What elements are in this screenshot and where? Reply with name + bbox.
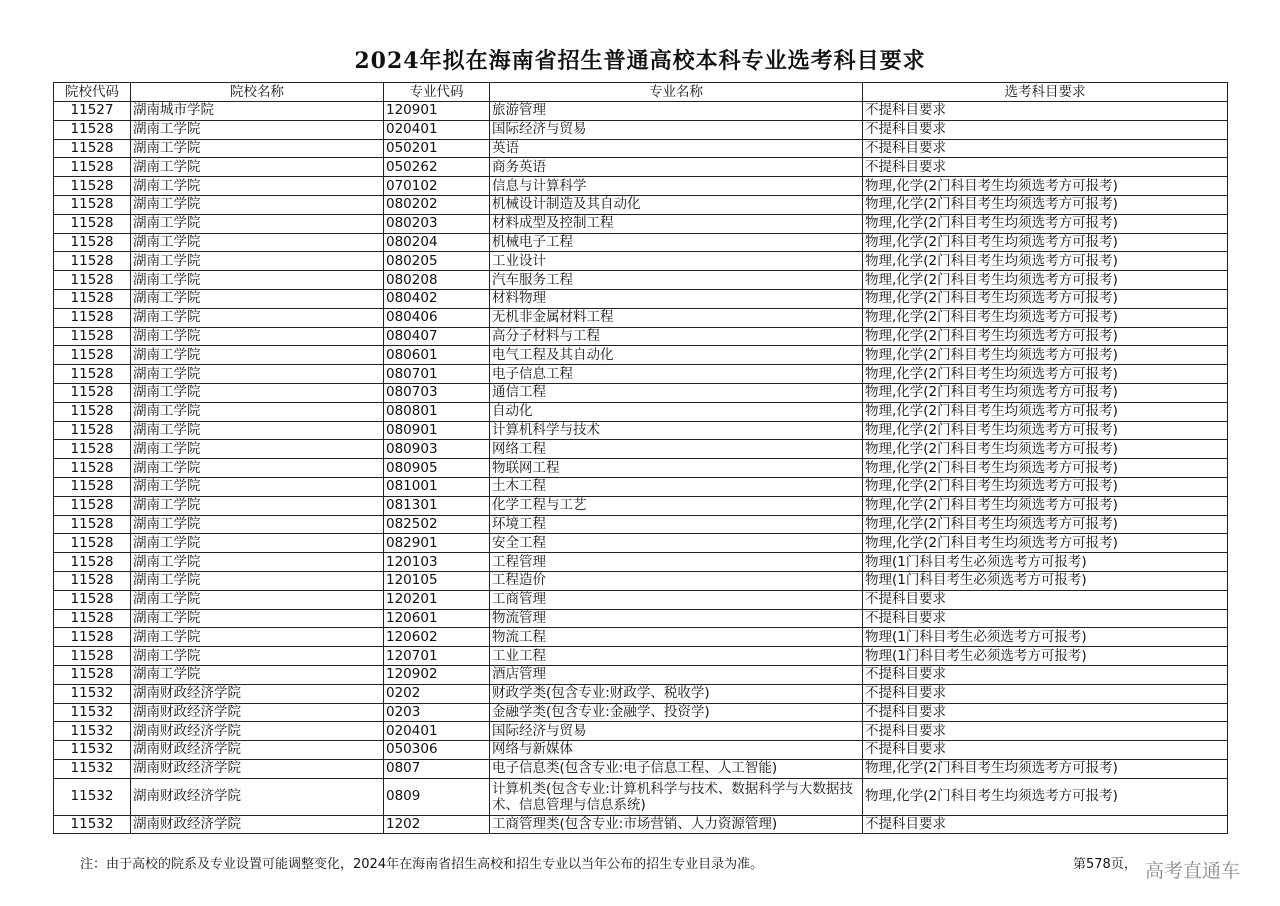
- major-code-cell: 080208: [384, 271, 490, 290]
- subject-requirement-cell: 物理,化学(2门科目考生均须选考方可报考): [863, 252, 1228, 271]
- major-name-cell: 信息与计算科学: [490, 177, 863, 196]
- major-name-cell: 物流工程: [490, 628, 863, 647]
- major-code-cell: 050201: [384, 139, 490, 158]
- subject-requirement-cell: 物理,化学(2门科目考生均须选考方可报考): [863, 308, 1228, 327]
- school-name-cell: 湖南工学院: [131, 440, 384, 459]
- subject-requirement-cell: 物理,化学(2门科目考生均须选考方可报考): [863, 402, 1228, 421]
- table-row: [54, 327, 1228, 346]
- major-name-cell: 工程管理: [490, 553, 863, 572]
- school-name-cell: 湖南工学院: [131, 139, 384, 158]
- page-number: 第578页，: [1073, 857, 1137, 872]
- major-code-cell: 080801: [384, 402, 490, 421]
- major-name-cell: 国际经济与贸易: [490, 120, 863, 139]
- school-code-cell: 11528: [54, 158, 131, 177]
- school-name-cell: 湖南工学院: [131, 402, 384, 421]
- subject-requirement-cell: 物理,化学(2门科目考生均须选考方可报考): [863, 440, 1228, 459]
- school-code-cell: 11528: [54, 421, 131, 440]
- major-name-cell: 旅游管理: [490, 102, 863, 121]
- major-code-cell: 081301: [384, 496, 490, 515]
- school-code-cell: 11528: [54, 459, 131, 478]
- major-code-cell: 120601: [384, 609, 490, 628]
- school-code-cell: 11528: [54, 252, 131, 271]
- table-row: [54, 289, 1228, 308]
- school-code-cell: 11528: [54, 308, 131, 327]
- table-row: [54, 233, 1228, 252]
- major-name-cell: 机械设计制造及其自动化: [490, 195, 863, 214]
- school-code-cell: 11532: [54, 778, 131, 815]
- subject-requirement-cell: 物理,化学(2门科目考生均须选考方可报考): [863, 177, 1228, 196]
- school-name-cell: 湖南财政经济学院: [131, 778, 384, 815]
- table-row: [54, 421, 1228, 440]
- school-name-cell: 湖南财政经济学院: [131, 703, 384, 722]
- major-code-cell: 120902: [384, 665, 490, 684]
- subject-requirement-cell: 不提科目要求: [863, 684, 1228, 703]
- major-code-cell: 080205: [384, 252, 490, 271]
- major-code-cell: 120701: [384, 647, 490, 666]
- major-code-cell: 080903: [384, 440, 490, 459]
- major-code-cell: 080204: [384, 233, 490, 252]
- subject-requirement-cell: 物理,化学(2门科目考生均须选考方可报考): [863, 534, 1228, 553]
- footnote: 注：由于高校的院系及专业设置可能调整变化，2024年在海南省招生高校和招生专业以当年公布的招生专业目录为准。: [80, 857, 764, 872]
- major-name-cell: 无机非金属材料工程: [490, 308, 863, 327]
- school-name-cell: 湖南工学院: [131, 233, 384, 252]
- subject-requirement-cell: 物理,化学(2门科目考生均须选考方可报考): [863, 515, 1228, 534]
- major-name-cell: 化学工程与工艺: [490, 496, 863, 515]
- school-name-cell: 湖南工学院: [131, 496, 384, 515]
- school-code-cell: 11528: [54, 365, 131, 384]
- major-name-cell: 电气工程及其自动化: [490, 346, 863, 365]
- school-name-cell: 湖南工学院: [131, 346, 384, 365]
- header-school-code: 院校代码: [54, 83, 131, 102]
- table-row: [54, 139, 1228, 158]
- major-name-cell: 高分子材料与工程: [490, 327, 863, 346]
- school-code-cell: 11528: [54, 440, 131, 459]
- major-name-cell: 材料物理: [490, 289, 863, 308]
- major-code-cell: 0809: [384, 778, 490, 815]
- subject-requirement-cell: 不提科目要求: [863, 722, 1228, 741]
- major-code-cell: 020401: [384, 120, 490, 139]
- table-row: [54, 440, 1228, 459]
- school-code-cell: 11528: [54, 647, 131, 666]
- table-header-row: [54, 83, 1228, 102]
- subject-requirement-cell: 物理,化学(2门科目考生均须选考方可报考): [863, 327, 1228, 346]
- major-code-cell: 120602: [384, 628, 490, 647]
- subject-requirement-cell: 物理(1门科目考生必须选考方可报考): [863, 628, 1228, 647]
- major-code-cell: 080601: [384, 346, 490, 365]
- subject-requirement-cell: 不提科目要求: [863, 609, 1228, 628]
- school-name-cell: 湖南工学院: [131, 158, 384, 177]
- school-name-cell: 湖南工学院: [131, 271, 384, 290]
- major-code-cell: 081001: [384, 477, 490, 496]
- school-code-cell: 11532: [54, 703, 131, 722]
- major-code-cell: 120103: [384, 553, 490, 572]
- school-code-cell: 11528: [54, 195, 131, 214]
- major-name-cell: 材料成型及控制工程: [490, 214, 863, 233]
- table-row: [54, 402, 1228, 421]
- major-name-cell: 环境工程: [490, 515, 863, 534]
- table-row: [54, 102, 1228, 121]
- school-code-cell: 11528: [54, 177, 131, 196]
- major-name-cell: 国际经济与贸易: [490, 722, 863, 741]
- major-name-cell: 工业设计: [490, 252, 863, 271]
- major-name-cell: 计算机类(包含专业:计算机科学与技术、数据科学与大数据技术、信息管理与信息系统): [490, 778, 863, 815]
- school-name-cell: 湖南财政经济学院: [131, 759, 384, 778]
- subject-requirement-cell: 物理,化学(2门科目考生均须选考方可报考): [863, 271, 1228, 290]
- school-name-cell: 湖南工学院: [131, 252, 384, 271]
- major-name-cell: 工商管理类(包含专业:市场营销、人力资源管理): [490, 815, 863, 834]
- school-code-cell: 11528: [54, 496, 131, 515]
- school-name-cell: 湖南财政经济学院: [131, 815, 384, 834]
- major-code-cell: 0203: [384, 703, 490, 722]
- school-name-cell: 湖南工学院: [131, 628, 384, 647]
- requirements-table: [53, 82, 1228, 834]
- table-row: [54, 815, 1228, 834]
- watermark: 高考直通车: [1145, 860, 1241, 882]
- subject-requirement-cell: 不提科目要求: [863, 120, 1228, 139]
- major-code-cell: 050262: [384, 158, 490, 177]
- table-row: [54, 383, 1228, 402]
- school-name-cell: 湖南财政经济学院: [131, 684, 384, 703]
- major-code-cell: 0202: [384, 684, 490, 703]
- table-row: [54, 590, 1228, 609]
- major-name-cell: 工程造价: [490, 571, 863, 590]
- major-name-cell: 机械电子工程: [490, 233, 863, 252]
- major-code-cell: 0807: [384, 759, 490, 778]
- major-name-cell: 计算机科学与技术: [490, 421, 863, 440]
- school-code-cell: 11528: [54, 327, 131, 346]
- table-row: [54, 534, 1228, 553]
- major-name-cell: 英语: [490, 139, 863, 158]
- school-name-cell: 湖南工学院: [131, 365, 384, 384]
- table-row: [54, 195, 1228, 214]
- school-code-cell: 11527: [54, 102, 131, 121]
- subject-requirement-cell: 物理,化学(2门科目考生均须选考方可报考): [863, 383, 1228, 402]
- major-code-cell: 120201: [384, 590, 490, 609]
- table-row: [54, 628, 1228, 647]
- header-major-code: 专业代码: [384, 83, 490, 102]
- table-row: [54, 665, 1228, 684]
- subject-requirement-cell: 不提科目要求: [863, 139, 1228, 158]
- major-name-cell: 土木工程: [490, 477, 863, 496]
- major-code-cell: 080407: [384, 327, 490, 346]
- table-body: [54, 102, 1228, 834]
- major-name-cell: 电子信息工程: [490, 365, 863, 384]
- major-code-cell: 082901: [384, 534, 490, 553]
- school-name-cell: 湖南工学院: [131, 289, 384, 308]
- major-code-cell: 080905: [384, 459, 490, 478]
- subject-requirement-cell: 不提科目要求: [863, 741, 1228, 760]
- subject-requirement-cell: 物理,化学(2门科目考生均须选考方可报考): [863, 365, 1228, 384]
- school-code-cell: 11528: [54, 383, 131, 402]
- major-name-cell: 电子信息类(包含专业:电子信息工程、人工智能): [490, 759, 863, 778]
- subject-requirement-cell: 物理,化学(2门科目考生均须选考方可报考): [863, 759, 1228, 778]
- major-name-cell: 物联网工程: [490, 459, 863, 478]
- table-row: [54, 459, 1228, 478]
- subject-requirement-cell: 物理,化学(2门科目考生均须选考方可报考): [863, 214, 1228, 233]
- school-name-cell: 湖南财政经济学院: [131, 722, 384, 741]
- major-code-cell: 1202: [384, 815, 490, 834]
- page-title: 2024年拟在海南省招生普通高校本科专业选考科目要求: [354, 48, 926, 74]
- table-row: [54, 609, 1228, 628]
- subject-requirement-cell: 物理,化学(2门科目考生均须选考方可报考): [863, 496, 1228, 515]
- school-code-cell: 11532: [54, 684, 131, 703]
- table-row: [54, 177, 1228, 196]
- major-code-cell: 080703: [384, 383, 490, 402]
- school-name-cell: 湖南城市学院: [131, 102, 384, 121]
- subject-requirement-cell: 物理,化学(2门科目考生均须选考方可报考): [863, 477, 1228, 496]
- school-name-cell: 湖南工学院: [131, 459, 384, 478]
- table-row: [54, 214, 1228, 233]
- subject-requirement-cell: 物理(1门科目考生必须选考方可报考): [863, 553, 1228, 572]
- header-major-name: 专业名称: [490, 83, 863, 102]
- school-name-cell: 湖南工学院: [131, 214, 384, 233]
- subject-requirement-cell: 不提科目要求: [863, 102, 1228, 121]
- school-code-cell: 11528: [54, 553, 131, 572]
- table-row: [54, 703, 1228, 722]
- school-code-cell: 11528: [54, 120, 131, 139]
- school-code-cell: 11532: [54, 759, 131, 778]
- major-name-cell: 工商管理: [490, 590, 863, 609]
- major-code-cell: 050306: [384, 741, 490, 760]
- major-code-cell: 020401: [384, 722, 490, 741]
- major-code-cell: 080901: [384, 421, 490, 440]
- table-row: [54, 271, 1228, 290]
- subject-requirement-cell: 不提科目要求: [863, 590, 1228, 609]
- school-name-cell: 湖南工学院: [131, 308, 384, 327]
- major-name-cell: 安全工程: [490, 534, 863, 553]
- major-name-cell: 汽车服务工程: [490, 271, 863, 290]
- school-name-cell: 湖南工学院: [131, 571, 384, 590]
- school-code-cell: 11528: [54, 534, 131, 553]
- table-row: [54, 741, 1228, 760]
- school-code-cell: 11532: [54, 722, 131, 741]
- table-row: [54, 571, 1228, 590]
- school-name-cell: 湖南工学院: [131, 515, 384, 534]
- school-name-cell: 湖南工学院: [131, 553, 384, 572]
- table-row: [54, 778, 1228, 815]
- subject-requirement-cell: 物理,化学(2门科目考生均须选考方可报考): [863, 195, 1228, 214]
- major-name-cell: 通信工程: [490, 383, 863, 402]
- school-code-cell: 11528: [54, 609, 131, 628]
- school-code-cell: 11528: [54, 665, 131, 684]
- school-name-cell: 湖南工学院: [131, 477, 384, 496]
- school-code-cell: 11528: [54, 271, 131, 290]
- subject-requirement-cell: 物理,化学(2门科目考生均须选考方可报考): [863, 289, 1228, 308]
- table-row: [54, 515, 1228, 534]
- major-code-cell: 070102: [384, 177, 490, 196]
- school-name-cell: 湖南工学院: [131, 327, 384, 346]
- subject-requirement-cell: 物理,化学(2门科目考生均须选考方可报考): [863, 778, 1228, 815]
- major-code-cell: 082502: [384, 515, 490, 534]
- header-subject-requirement: 选考科目要求: [863, 83, 1228, 102]
- major-code-cell: 080203: [384, 214, 490, 233]
- school-name-cell: 湖南工学院: [131, 195, 384, 214]
- major-code-cell: 120105: [384, 571, 490, 590]
- school-code-cell: 11528: [54, 346, 131, 365]
- subject-requirement-cell: 物理,化学(2门科目考生均须选考方可报考): [863, 459, 1228, 478]
- table-row: [54, 496, 1228, 515]
- major-name-cell: 金融学类(包含专业:金融学、投资学): [490, 703, 863, 722]
- subject-requirement-cell: 物理,化学(2门科目考生均须选考方可报考): [863, 233, 1228, 252]
- header-school-name: 院校名称: [131, 83, 384, 102]
- subject-requirement-cell: 不提科目要求: [863, 815, 1228, 834]
- major-name-cell: 商务英语: [490, 158, 863, 177]
- table-row: [54, 647, 1228, 666]
- major-name-cell: 酒店管理: [490, 665, 863, 684]
- subject-requirement-cell: 不提科目要求: [863, 665, 1228, 684]
- school-name-cell: 湖南工学院: [131, 647, 384, 666]
- subject-requirement-cell: 物理,化学(2门科目考生均须选考方可报考): [863, 421, 1228, 440]
- school-name-cell: 湖南工学院: [131, 534, 384, 553]
- table-row: [54, 722, 1228, 741]
- school-code-cell: 11528: [54, 289, 131, 308]
- table-row: [54, 365, 1228, 384]
- school-name-cell: 湖南工学院: [131, 609, 384, 628]
- major-name-cell: 工业工程: [490, 647, 863, 666]
- school-name-cell: 湖南工学院: [131, 665, 384, 684]
- subject-requirement-cell: 物理(1门科目考生必须选考方可报考): [863, 571, 1228, 590]
- school-name-cell: 湖南工学院: [131, 120, 384, 139]
- table-row: [54, 252, 1228, 271]
- school-code-cell: 11528: [54, 233, 131, 252]
- table-row: [54, 346, 1228, 365]
- subject-requirement-cell: 不提科目要求: [863, 703, 1228, 722]
- school-code-cell: 11532: [54, 741, 131, 760]
- school-name-cell: 湖南工学院: [131, 590, 384, 609]
- school-name-cell: 湖南工学院: [131, 383, 384, 402]
- school-code-cell: 11528: [54, 515, 131, 534]
- table-row: [54, 158, 1228, 177]
- school-code-cell: 11528: [54, 402, 131, 421]
- school-code-cell: 11528: [54, 571, 131, 590]
- major-name-cell: 自动化: [490, 402, 863, 421]
- table-row: [54, 477, 1228, 496]
- major-name-cell: 网络与新媒体: [490, 741, 863, 760]
- school-name-cell: 湖南工学院: [131, 421, 384, 440]
- table-row: [54, 759, 1228, 778]
- school-name-cell: 湖南工学院: [131, 177, 384, 196]
- school-name-cell: 湖南财政经济学院: [131, 741, 384, 760]
- subject-requirement-cell: 物理(1门科目考生必须选考方可报考): [863, 647, 1228, 666]
- subject-requirement-cell: 不提科目要求: [863, 158, 1228, 177]
- table-row: [54, 308, 1228, 327]
- school-code-cell: 11532: [54, 815, 131, 834]
- school-code-cell: 11528: [54, 139, 131, 158]
- subject-requirement-cell: 物理,化学(2门科目考生均须选考方可报考): [863, 346, 1228, 365]
- major-code-cell: 080202: [384, 195, 490, 214]
- school-code-cell: 11528: [54, 628, 131, 647]
- table-row: [54, 684, 1228, 703]
- major-code-cell: 120901: [384, 102, 490, 121]
- school-code-cell: 11528: [54, 214, 131, 233]
- major-code-cell: 080402: [384, 289, 490, 308]
- table-row: [54, 553, 1228, 572]
- school-code-cell: 11528: [54, 477, 131, 496]
- school-code-cell: 11528: [54, 590, 131, 609]
- major-name-cell: 财政学类(包含专业:财政学、税收学): [490, 684, 863, 703]
- major-name-cell: 网络工程: [490, 440, 863, 459]
- major-code-cell: 080701: [384, 365, 490, 384]
- table-row: [54, 120, 1228, 139]
- major-name-cell: 物流管理: [490, 609, 863, 628]
- major-code-cell: 080406: [384, 308, 490, 327]
